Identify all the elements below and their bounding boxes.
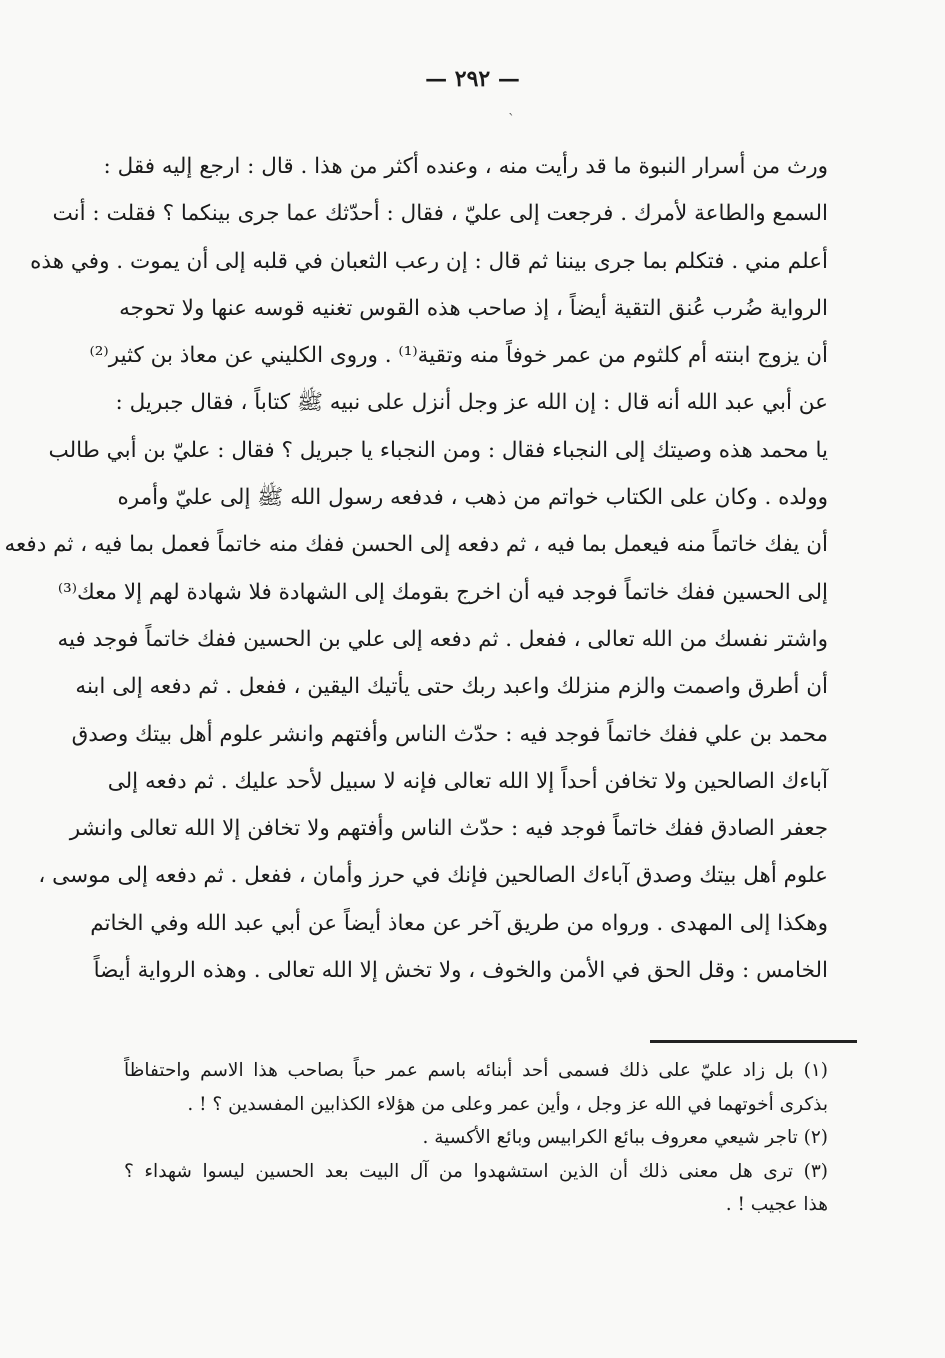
body-line: إلى الحسين ففك خاتماً فوجد فيه أن اخرج بقومك إلى الشهادة فلا شهادة لهم إلا معك⁽³⁾ [57, 579, 828, 605]
footnote-divider [650, 1040, 857, 1043]
body-line: السمع والطاعة لأمرك . فرجعت إلى عليّ ، فقال : أحدّثك عما جرى بينكما ؟ فقلت : أنت [52, 201, 828, 227]
footnote-line: (٢) تاجر شيعي معروف ببائع الكرابيس وبائع الأكسية . [422, 1127, 828, 1149]
body-line: الخامس : وقل الحق في الأمن والخوف ، ولا تخش إلا الله تعالى . وهذه الرواية أيضاً [93, 958, 828, 984]
body-line: علوم أهل بيتك وصدق آباءك الصالحين فإنك في حرز وأمان ، ففعل . ثم دفعه إلى موسى ، [38, 863, 828, 889]
body-line: ورث من أسرار النبوة ما قد رأيت منه ، وعنده أكثر من هذا . قال : ارجع إليه فقل : [103, 154, 828, 179]
footnotes [124, 1054, 828, 1222]
page-number: — ٢٩٢ — [425, 66, 520, 92]
footnote-line: بذكرى أخوتهما في الله عز وجل ، وأين عمر وعلى من هؤلاء الكذابين المفسدين ؟ ! . [187, 1093, 828, 1115]
body-line: الرواية ضُرب عُنق التقية أيضاً ، إذ صاحب هذه القوس تغنيه قوسه عنها ولا تحوجه [119, 295, 828, 321]
body-line: آباءك الصالحين ولا تخافن أحداً إلا الله تعالى فإنه لا سبيل لأحد عليك . ثم دفعه إلى [107, 768, 828, 794]
body-line: محمد بن علي ففك خاتماً فوجد فيه : حدّث الناس وأفتهم وانشر علوم أهل بيتك وصدق [71, 721, 828, 747]
body-line: واشتر نفسك من الله تعالى ، ففعل . ثم دفعه إلى علي بن الحسين ففك خاتماً فوجد فيه [57, 626, 828, 652]
body-line: أعلم مني . فتكلم بما جرى بيننا ثم قال : إن رعب الثعبان في قلبه إلى أن يموت . وفي هذه [30, 248, 828, 274]
footnote-line: هذا عجيب ! . [725, 1194, 828, 1216]
body-line: أن يزوج ابنته أم كلثوم من عمر خوفاً منه وتقية⁽¹⁾ . وروى الكليني عن معاذ بن كثير⁽²⁾ [89, 343, 828, 369]
footnote-line: (٣) ترى هل معنى ذلك أن الذين استشهدوا من آل البيت بعد الحسين ليسوا شهداء ؟ [124, 1160, 828, 1182]
body-line: أن يفك خاتماً منه فيعمل بما فيه ، ثم دفعه إلى الحسن ففك منه خاتماً فعمل بما فيه ، ثم دفعه [4, 532, 828, 558]
footnote-line: (١) بل زاد عليّ على ذلك فسمى أحد أبنائه باسم عمر حباً بصاحب هذا الاسم واحتفاظاً [124, 1060, 828, 1081]
page-mark: ` [508, 112, 515, 128]
body-line: وهكذا إلى المهدى . ورواه من طريق آخر عن معاذ أيضاً عن أبي عبد الله وفي الخاتم [90, 910, 828, 936]
body-line: عن أبي عبد الله أنه قال : إن الله عز وجل أنزل على نبيه ﷺ كتاباً ، فقال جبريل : [115, 390, 828, 416]
body-line: جعفر الصادق ففك خاتماً فوجد فيه : حدّث الناس وأفتهم ولا تخافن إلا الله تعالى وانشر [69, 816, 828, 842]
body-line: أن أطرق واصمت والزم منزلك واعبد ربك حتى يأتيك اليقين ، ففعل . ثم دفعه إلى ابنه [75, 674, 828, 700]
body-text [4, 143, 828, 994]
body-line: يا محمد هذه وصيتك إلى النجباء فقال : ومن النجباء يا جبريل ؟ فقال : عليّ بن أبي طالب [48, 437, 828, 463]
body-line: وولده . وكان على الكتاب خواتم من ذهب ، فدفعه رسول الله ﷺ إلى عليّ وأمره [117, 485, 828, 511]
